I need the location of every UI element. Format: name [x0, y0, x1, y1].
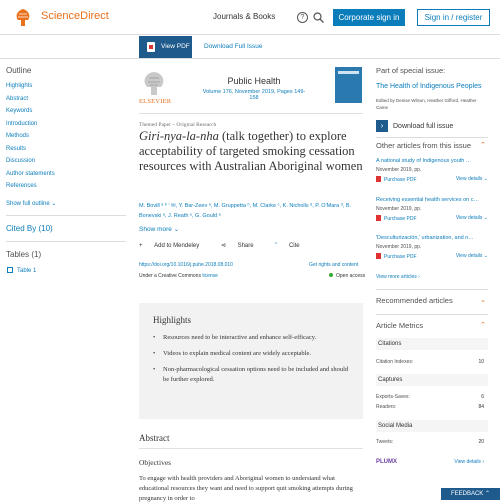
highlights-box	[139, 303, 363, 419]
other-article-item	[376, 158, 488, 186]
view-details-label: View details	[454, 459, 481, 465]
chevron-down-icon: ⌄	[483, 253, 488, 259]
article-toolbar	[0, 35, 500, 59]
outline-item-references[interactable]: References	[6, 183, 37, 189]
view-pdf-button[interactable]	[139, 36, 192, 58]
open-access-badge	[329, 273, 365, 279]
article-title-rest: (talk together) to explore acceptability of targeted smoking cessation resources with Australian Aboriginal women	[139, 129, 363, 173]
captures-group-heading: Captures	[376, 374, 488, 386]
journal-title[interactable]: Public Health	[227, 76, 281, 86]
share-label: Share	[237, 243, 254, 249]
corporate-sign-in-button[interactable]: Corporate sign in	[333, 9, 405, 26]
chevron-up-icon: ⌃	[484, 491, 491, 497]
outline-item-abstract[interactable]: Abstract	[6, 95, 29, 102]
show-full-outline-label: Show full outline	[6, 200, 50, 207]
download-full-issue-link[interactable]: Download Full Issue	[204, 43, 263, 50]
citation-indexes-value: 10	[478, 359, 484, 365]
sign-in-register-button[interactable]: Sign in / register	[417, 9, 490, 26]
chevron-right-icon: ›	[376, 120, 388, 132]
view-pdf-label: View PDF	[161, 43, 190, 50]
other-article-item	[376, 235, 488, 263]
outline-item-highlights[interactable]: Highlights	[6, 83, 33, 89]
table-1-link[interactable]	[7, 267, 36, 274]
outline-nav	[6, 66, 126, 207]
highlights-heading: Highlights	[153, 315, 192, 325]
view-details-label: View details	[455, 253, 483, 259]
view-details-label: View details	[455, 176, 483, 182]
purchase-pdf-link[interactable]	[376, 176, 417, 183]
article-actions	[139, 242, 320, 249]
other-article-actions	[376, 215, 488, 225]
table-icon	[7, 267, 13, 273]
get-rights-link[interactable]: Get rights and content	[309, 262, 359, 268]
divider	[6, 241, 126, 242]
brand-name[interactable]: ScienceDirect	[41, 10, 109, 22]
plumx-logo[interactable]: PLUMX	[376, 459, 397, 465]
article-title	[139, 129, 363, 174]
purchase-pdf-label: Purchase PDF	[384, 216, 417, 222]
view-details-link[interactable]	[456, 253, 488, 259]
open-access-dot-icon	[329, 273, 333, 277]
view-details-link[interactable]	[456, 176, 488, 182]
article-metrics-label: Article Metrics	[376, 321, 424, 330]
download-full-issue-button[interactable]	[376, 120, 453, 133]
show-more-button[interactable]	[139, 225, 179, 233]
objectives-text: To engage with health providers and Aboriginal women to understand what educational resources they want and need to support quit smoking attempts during pregnancy in order to	[139, 475, 353, 502]
journal-header	[139, 66, 363, 114]
chevron-down-icon: ⌄	[51, 200, 57, 207]
recommended-articles-label: Recommended articles	[376, 296, 453, 305]
outline-item-discussion[interactable]: Discussion	[6, 158, 36, 164]
journal-volume[interactable]: Volume 176, November 2019, Pages 149-158	[202, 89, 306, 101]
pdf-icon	[376, 176, 381, 182]
tweets-value: 20	[478, 439, 484, 445]
divider	[6, 215, 126, 216]
chevron-down-icon: ⌄	[483, 176, 488, 182]
special-issue-heading: Part of special issue:	[376, 66, 446, 75]
readers-value: 84	[478, 404, 484, 410]
purchase-pdf-label: Purchase PDF	[384, 254, 417, 260]
other-article-title[interactable]: Receiving essential health services on c…	[376, 197, 480, 203]
cite-label: Cite	[288, 243, 300, 249]
purchase-pdf-link[interactable]	[376, 215, 417, 222]
article-metrics-heading[interactable]	[376, 321, 488, 330]
purchase-pdf-link[interactable]	[376, 253, 417, 260]
outline-item-methods[interactable]: Methods	[6, 133, 30, 139]
publisher-name: ELSEVIER	[139, 98, 172, 105]
special-issue-editors: Edited by Denise Wilson, Heather Gifford, Heather Came	[376, 98, 477, 110]
download-full-issue-label: Download full issue	[393, 123, 454, 130]
chevron-up-icon[interactable]: ⌃	[480, 142, 486, 149]
citation-indexes-label: Citation Indexes:	[376, 359, 414, 365]
highlight-item: • Resources need to be interactive and enhance self-efficacy.	[153, 333, 349, 343]
top-navigation-bar	[0, 0, 500, 35]
other-article-date: November 2019, pp.	[376, 244, 422, 250]
feedback-button[interactable]	[441, 488, 500, 500]
author-list[interactable]: M. Bovill ᵃ ᵇ ⁱ ✉, Y. Bar-Zeev ᵃ, M. Gruppetta ᵇ, M. Clarke ᶜ, K. Nicholls ᵈ, P. O'Mara ᵈ, B. Bonevski ᵃ, J. Reath ᵉ, G. Gould ᵃ	[139, 203, 352, 219]
tweets-row	[376, 439, 488, 448]
search-icon[interactable]	[313, 12, 324, 23]
cited-by-link[interactable]: Cited By (10)	[6, 224, 53, 233]
chevron-right-icon: ›	[482, 459, 484, 465]
chevron-down-icon: ⌄	[483, 215, 488, 221]
journal-cover-image[interactable]	[335, 67, 362, 103]
license-line	[139, 273, 218, 279]
other-article-date: November 2019, pp.	[376, 206, 422, 212]
chevron-up-icon: ⌃	[480, 322, 486, 329]
quote-icon: ”	[275, 243, 279, 249]
other-articles-heading[interactable]	[376, 141, 471, 150]
cite-button[interactable]	[275, 243, 309, 249]
divider	[139, 448, 363, 449]
divider	[376, 137, 488, 138]
highlight-item: • Videos to explain medical content are widely acceptable.	[153, 349, 349, 359]
outline-item-author-statements[interactable]: Author statements	[6, 170, 55, 177]
view-more-articles-link[interactable]	[376, 274, 420, 280]
tables-heading: Tables (1)	[6, 250, 42, 259]
purchase-pdf-label: Purchase PDF	[384, 177, 417, 183]
other-article-item	[376, 197, 488, 225]
exports-row	[376, 394, 488, 403]
chevron-down-icon: ⌄	[480, 297, 486, 304]
outline-item-results[interactable]: Results	[6, 145, 27, 152]
special-issue-link[interactable]: The Health of Indigenous Peoples	[376, 83, 482, 90]
table-1-label: Table 1	[17, 268, 37, 274]
plus-icon: +	[139, 243, 145, 249]
doi-link[interactable]: https://doi.org/10.1016/j.puhe.2018.08.010	[139, 262, 233, 268]
outline-item-keywords[interactable]: Keywords	[6, 108, 33, 114]
show-full-outline-button[interactable]	[6, 200, 126, 207]
add-to-mendeley-label: Add to Mendeley	[154, 243, 200, 249]
show-more-label: Show more	[139, 226, 172, 233]
divider	[376, 314, 488, 315]
view-more-label: View more articles	[376, 274, 417, 280]
social-media-group-heading: Social Media	[376, 420, 488, 432]
help-icon[interactable]: ?	[297, 12, 308, 23]
article-title-italic: Giri-nya-la-nha	[139, 129, 219, 143]
abstract-heading: Abstract	[139, 433, 170, 443]
share-icon: ⊲	[220, 243, 228, 249]
chevron-right-icon: ›	[418, 274, 420, 280]
recommended-articles-heading[interactable]	[376, 296, 488, 305]
exports-label: Exports-Saves:	[376, 394, 410, 400]
plumx-view-details-link[interactable]	[454, 459, 484, 465]
view-details-label: View details	[455, 215, 483, 221]
objectives-heading: Objectives	[139, 458, 172, 467]
other-articles-label: Other articles from this issue	[376, 141, 472, 150]
citations-group-heading: Citations	[376, 338, 488, 350]
pdf-icon	[147, 42, 155, 52]
elsevier-tree-logo-icon[interactable]	[139, 68, 169, 98]
article-type: Themed Paper – Original Research	[139, 122, 217, 128]
exports-value: 6	[481, 394, 484, 400]
other-article-title[interactable]: A national study of Indigenous youth …	[376, 158, 472, 164]
other-article-actions	[376, 253, 488, 263]
share-button[interactable]	[221, 243, 264, 249]
license-link[interactable]: license	[202, 273, 218, 279]
feedback-label: FEEDBACK	[450, 491, 484, 497]
view-details-link[interactable]	[456, 215, 488, 221]
readers-row	[376, 404, 488, 413]
readers-label: Readers:	[376, 404, 397, 410]
right-sidebar	[376, 66, 488, 465]
other-article-actions	[376, 176, 488, 186]
outline-item-introduction[interactable]: Introduction	[6, 120, 38, 127]
outline-heading: Outline	[6, 66, 32, 75]
add-to-mendeley-button[interactable]	[139, 243, 209, 249]
journals-books-link[interactable]: Journals & Books	[213, 12, 276, 21]
tweets-label: Tweets:	[376, 439, 394, 445]
license-prefix: Under a Creative Commons	[139, 273, 203, 279]
open-access-label: Open access	[336, 273, 366, 279]
pdf-icon	[376, 253, 381, 259]
highlight-item: • Non-pharmacological cessation options need to be included and should be further explored.	[153, 365, 349, 385]
pdf-icon	[376, 215, 381, 221]
chevron-down-icon: ⌄	[173, 226, 180, 233]
divider	[376, 289, 488, 290]
other-article-date: November 2019, pp.	[376, 167, 422, 173]
citation-indexes-row	[376, 359, 488, 368]
other-article-title[interactable]: 'Desculturización,' urbanization, and n…	[376, 235, 474, 241]
elsevier-logo-icon[interactable]	[10, 6, 36, 28]
